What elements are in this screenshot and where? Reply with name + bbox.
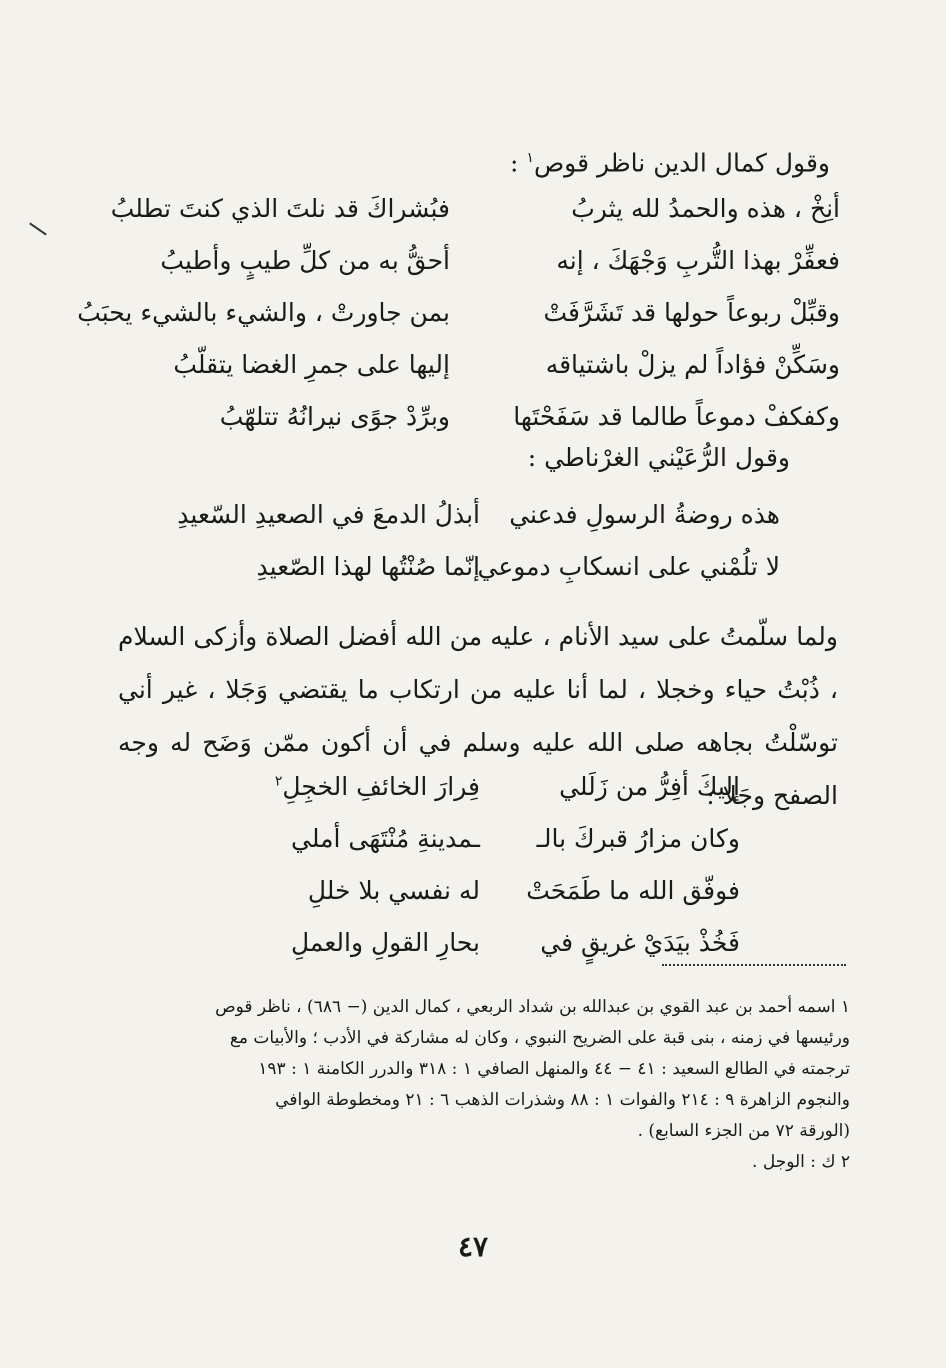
margin-pen-mark bbox=[29, 222, 47, 235]
footnote-line: ترجمته في الطالع السعيد : ٤١ − ٤٤ والمنهل الصافي ١ : ٣١٨ والدرر الكامنة ١ : ١٩٣ bbox=[258, 1059, 850, 1079]
hemistich-second: ـمدينةِ مُنْتَهَى أملي bbox=[291, 824, 480, 853]
intro-kamal-al-din bbox=[100, 140, 830, 181]
verse bbox=[240, 876, 740, 928]
verse bbox=[100, 194, 840, 246]
hemistich-second: بمن جاورتْ ، والشيء بالشيء يحبَبُ bbox=[77, 298, 450, 327]
footnote-ref-2: ٢ bbox=[274, 773, 283, 790]
footnote-line: (الورقة ٧٢ من الجزء السابع) . bbox=[637, 1121, 850, 1141]
verse bbox=[240, 772, 740, 824]
page-number: ٤٧ bbox=[457, 1230, 489, 1263]
hemistich-second: بحارِ القولِ والعملِ bbox=[290, 928, 480, 957]
hemistich-first: وقبِّلْ ربوعاً حولها قد تَشَرَّفَتْ bbox=[543, 298, 840, 327]
hemistich-second: له نفسي بلا خللِ bbox=[307, 876, 480, 905]
hemistich-first: وكفكفْ دموعاً طالما قد سَفَحْتَها bbox=[513, 402, 840, 431]
hemistich-first: فَخُذْ بيَدَيْ غريقٍ في bbox=[540, 928, 740, 957]
hemistich-second bbox=[275, 772, 480, 801]
verse bbox=[100, 246, 840, 298]
poem-ruayni bbox=[120, 500, 780, 604]
footnotes bbox=[150, 992, 850, 1178]
verse bbox=[240, 928, 740, 980]
intro-ruayni: وقول الرُّعَيْني الغرْناطي : bbox=[527, 443, 790, 472]
hemistich-second: إليها على جمرِ الغضا يتقلّبُ bbox=[173, 350, 450, 379]
prose-paragraph: ولما سلّمتُ على سيد الأنام ، عليه من الله أفضل الصلاة وأزكى السلام ، ذُبْتُ حياء وخجلا ، لما أنا عليه من ارتكاب ما يقتضي وَجَلا ، غير أني توسّلْتُ بجاهه صلى الله عليه وسلم في أن أكون ممّن وَضَح له وجه الصفح وجَلا : bbox=[118, 622, 838, 810]
intro-text: وقول كمال الدين ناظر قوص bbox=[533, 148, 830, 178]
hemistich-second: إنّما صُنْتُها لهذا الصّعيدِ bbox=[256, 552, 480, 581]
hemistich-first: لا تلُمْني على انسكابِ دموعي bbox=[477, 552, 780, 581]
poem-kamal-al-din bbox=[77, 194, 840, 454]
hemistich-first: أنِخْ ، هذه والحمدُ لله يثربُ bbox=[571, 194, 840, 223]
verse bbox=[240, 824, 740, 876]
footnote-ref-1: ١ bbox=[526, 150, 534, 166]
verse bbox=[100, 350, 840, 402]
hemistich-second: فبُشراكَ قد نلتَ الذي كنتَ تطلبُ bbox=[110, 194, 450, 223]
footnote-line: والنجوم الزاهرة ٩ : ٢١٤ والفوات ١ : ٨٨ وشذرات الذهب ٦ : ٢١ ومخطوطة الوافي bbox=[275, 1090, 850, 1110]
verse bbox=[120, 500, 780, 552]
hemistich-text: فِرارَ الخائفِ الخجِلِ bbox=[282, 772, 480, 801]
footnote-line: ١ اسمه أحمد بن عبد القوي بن عبدالله بن شداد الربعي ، كمال الدين (− ٦٨٦) ، ناظر قوص bbox=[215, 997, 850, 1017]
hemistich-first: فوفّق الله ما طَمَحَتْ bbox=[526, 876, 740, 905]
hemistich-first: فعفِّرْ بهذا التُّربِ وَجْهَكَ ، إنه bbox=[556, 246, 840, 275]
hemistich-second: أبذلُ الدمعَ في الصعيدِ السّعيدِ bbox=[177, 500, 480, 529]
hemistich-second: وبرِّدْ جوًى نيرانُهُ تتلهّبُ bbox=[219, 402, 450, 431]
footnote-line: ورئيسها في زمنه ، بنى قبة على الضريح النبوي ، وكان له مشاركة في الأدب ؛ والأبيات مع bbox=[229, 1028, 850, 1048]
hemistich-first: وكان مزارُ قبركَ بالـ bbox=[536, 824, 740, 853]
hemistich-first: هذه روضةُ الرسولِ فدعني bbox=[509, 500, 780, 529]
footnote-divider bbox=[662, 964, 846, 966]
verse bbox=[77, 298, 840, 350]
footnote-line: ٢ ك : الوجل . bbox=[752, 1152, 850, 1172]
poem-author bbox=[240, 772, 740, 980]
hemistich-second: أحقُّ به من كلِّ طيبٍ وأطيبُ bbox=[160, 246, 450, 275]
hemistich-first: إليكَ أفِرُّ من زَلَلي bbox=[559, 772, 740, 801]
verse bbox=[120, 552, 780, 604]
intro-colon: : bbox=[510, 148, 527, 178]
hemistich-first: وسَكِّنْ فؤاداً لم يزلْ باشتياقه bbox=[545, 350, 840, 379]
